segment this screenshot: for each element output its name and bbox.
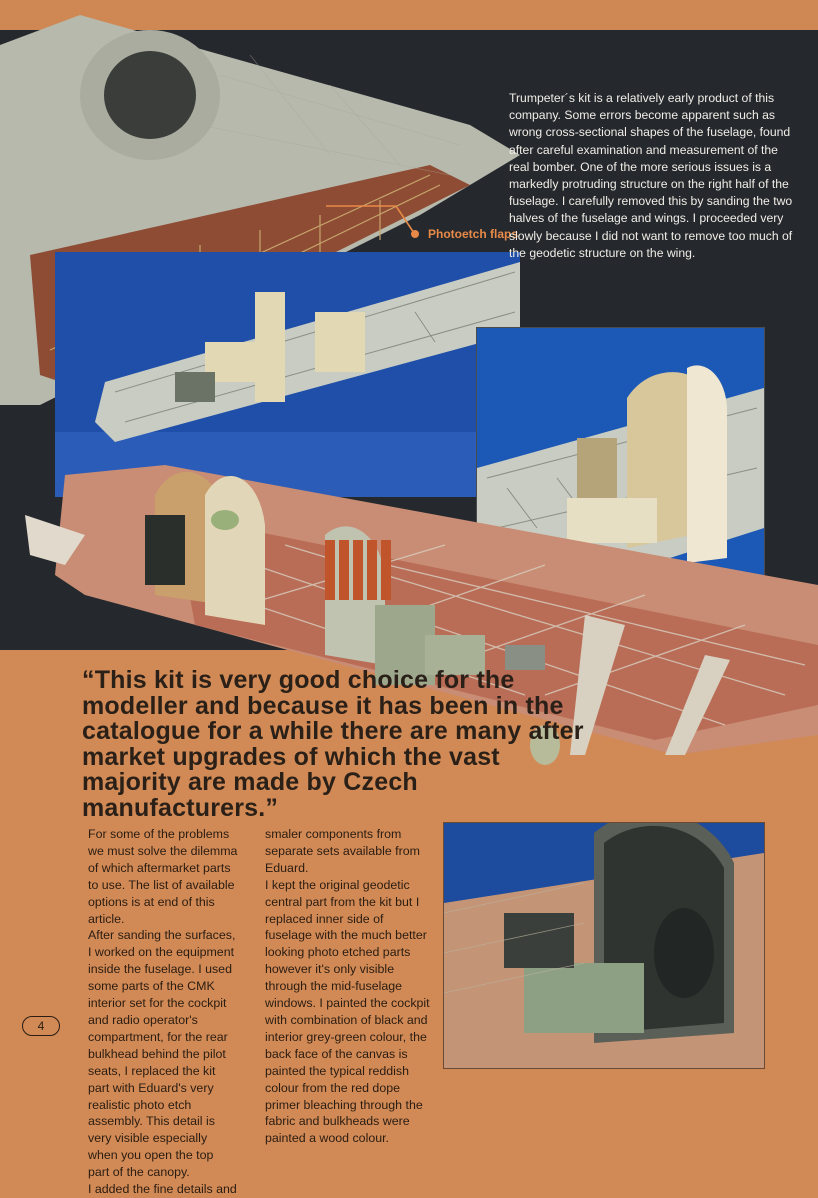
body-column-2 — [265, 826, 430, 1147]
body-paragraph: For some of the problems we must solve the dilemma of which aftermarket parts to use. The list of available options is at end of this article. — [88, 827, 238, 926]
body-paragraph: After sanding the surfaces, I worked on the equipment inside the fuselage. I used some parts of the CMK interior set for the cockpit and radio operator's compartment, for the rear bulkhead behind the pilot seats, I replaced the kit part with Eduard's very realistic photo etch assembly. This detail is very visible especially when you open the top part of the canopy. — [88, 928, 236, 1180]
body-paragraph: I kept the original geodetic central part from the kit but I replaced inner side of fuselage with the much better looking photo etched parts however it's only visible through the mid-fuselage windows. I painted the cockpit with combination of black and interior grey-green colour, the back face of the canvas is painted the typical reddish colour from the red dope primer bleaching through the fabric and bulkheads were painted a wood colour. — [265, 877, 430, 1146]
callout-connector-line — [326, 205, 426, 240]
photoetch-flaps-callout: Photoetch flaps — [428, 227, 519, 241]
page-number: 4 — [22, 1016, 60, 1036]
body-paragraph: I added the fine details and — [88, 1182, 237, 1197]
pull-quote: “This kit is very good choice for the modeller and because it has been in the catalogue for a while there are many after market upgrades of which the vast majority are made by Czech manufacturers.” — [82, 666, 584, 822]
photo-cockpit-closeup — [443, 822, 765, 1069]
body-column-1 — [88, 826, 238, 1198]
body-paragraph: smaler components from separate sets available from Eduard. — [265, 827, 420, 875]
intro-paragraph: Trumpeter´s kit is a relatively early product of this company. Some errors become apparent such as wrong cross-sectional shapes of the fuselage, found after careful examination and measurement of the real bomber. One of the more serious issues is a markedly protruding structure on the right half of the fuselage. I carefully removed this by sanding the two halves of the fuselage and wings. I proceeded very slowly because I did not want to remove too much of the geodetic structure on the wing. — [509, 91, 793, 260]
